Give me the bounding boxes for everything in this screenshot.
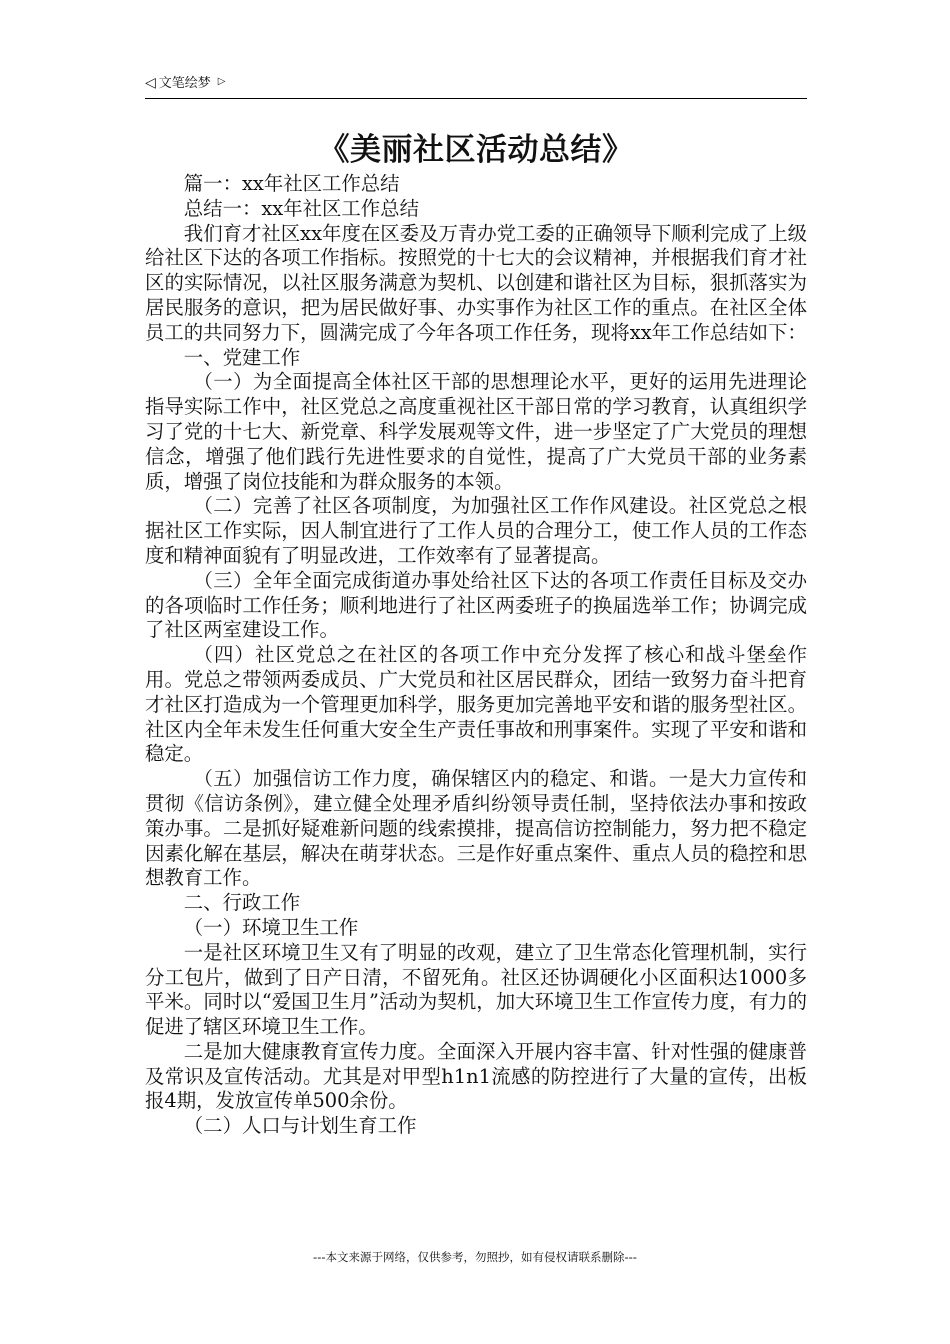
paragraph: 一是社区环境卫生又有了明显的改观，建立了卫生常态化管理机制，实行分工包片，做到了日产日清，不留死角。社区还协调硬化小区面积达1000多平米。同时以“爱国卫生月”活动为契机，加大环境卫生工作宣传力度，有力的促进了辖区环境卫生工作。 — [145, 940, 807, 1039]
triangle-left-icon: ◁ — [145, 75, 156, 91]
paragraph: （五）加强信访工作力度，确保辖区内的稳定、和谐。一是大力宣传和贯彻《信访条例》，建立健全处理矛盾纠纷领导责任制，坚持依法办事和按政策办事。二是抓好疑难新问题的线索摸排，提高信访控制能力，努力把不稳定因素化解在基层，解决在萌芽状态。三是作好重点案件、重点人员的稳控和思想教育工作。 — [145, 767, 807, 890]
paragraph: 二是加大健康教育宣传力度。全面深入开展内容丰富、针对性强的健康普及常识及宣传活动。尤其是对甲型h1n1流感的防控进行了大量的宣传，出板报4期，发放宣传单500余份。 — [145, 1039, 807, 1113]
paragraph: （三）全年全面完成街道办事处给社区下达的各项工作责任目标及交办的各项临时工作任务；顺利地进行了社区两委班子的换届选举工作；协调完成了社区两室建设工作。 — [145, 568, 807, 642]
header-brand: 文笔绘梦 — [158, 76, 211, 91]
section-heading: 一、党建工作 — [183, 345, 301, 369]
paragraph: （四）社区党总之在社区的各项工作中充分发挥了核心和战斗堡垒作用。党总之带领两委成员、广大党员和社区居民群众，团结一致努力奋斗把育才社区打造成为一个管理更加科学，服务更加完善地平安和谐的服务型社区。社区内全年未发生任何重大安全生产责任事故和刑事案件。实现了平安和谐和稳定。 — [145, 643, 807, 766]
paragraph: 篇一：xx年社区工作总结 — [183, 172, 400, 195]
paragraph: （二）完善了社区各项制度，为加强社区工作作风建设。社区党总之根据社区工作实际，因人制宜进行了工作人员的合理分工，使工作人员的工作态度和精神面貌有了明显改进，工作效率有了显著提高。 — [145, 494, 807, 567]
document-body — [145, 172, 807, 1139]
document-title: 《美丽社区活动总结》 — [318, 132, 634, 168]
paragraph: 总结一：xx年社区工作总结 — [183, 196, 419, 220]
page-footer: ---本文来源于网络，仅供参考，勿照抄，如有侵权请联系删除--- — [313, 1250, 637, 1264]
section-heading: 二、行政工作 — [183, 891, 301, 915]
page-header — [145, 74, 807, 99]
triangle-right-icon: ▷ — [217, 76, 226, 87]
paragraph: 我们育才社区xx年度在区委及万青办党工委的正确领导下顺利完成了上级给社区下达的各项工作指标。按照党的十七大的会议精神，并根据我们育才社区的实际情况，以社区服务满意为契机、以创建和谐社区为目标，狠抓落实为居民服务的意识，把为居民做好事、办实事作为社区工作的重点。在社区全体员工的共同努力下，圆满完成了今年各项工作任务，现将xx年工作总结如下： — [145, 221, 807, 344]
paragraph: （一）为全面提高全体社区干部的思想理论水平，更好的运用先进理论指导实际工作中，社区党总之高度重视社区干部日常的学习教育，认真组织学习了党的十七大、新党章、科学发展观等文件，进一步坚定了广大党员的理想信念，增强了他们践行先进性要求的自觉性，提高了广大党员干部的业务素质，增强了岗位技能和为群众服务的本领。 — [145, 370, 807, 493]
subsection-heading: （二）人口与计划生育工作 — [183, 1114, 417, 1138]
subsection-heading: （一）环境卫生工作 — [183, 915, 359, 939]
